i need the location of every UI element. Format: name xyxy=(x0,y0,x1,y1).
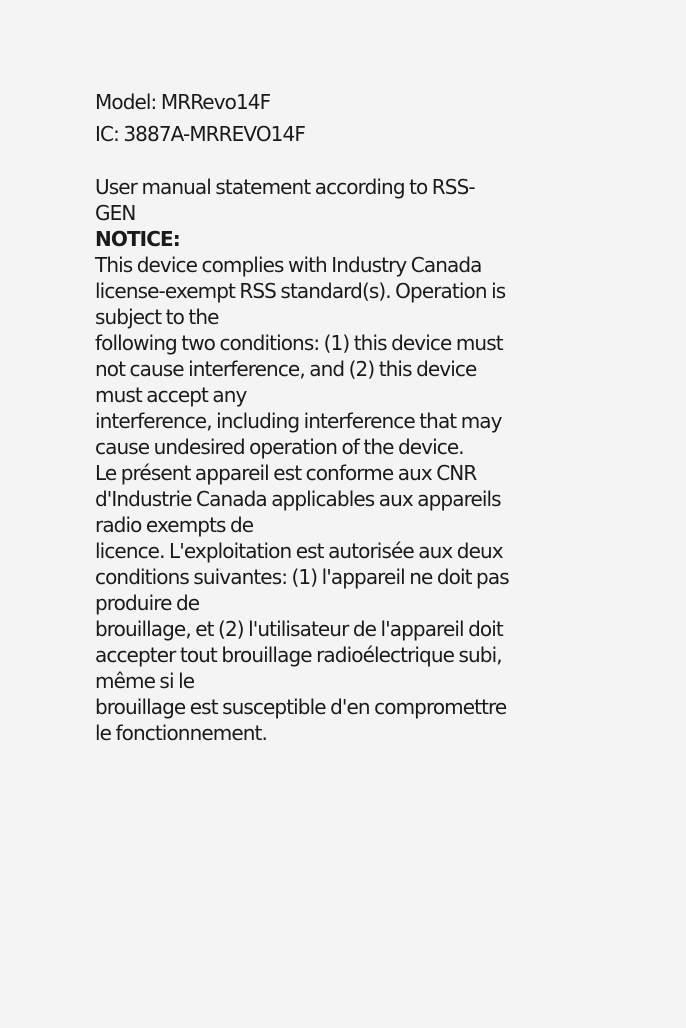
spacer xyxy=(95,150,595,174)
ic-line: IC: 3887A-MRREVO14F xyxy=(95,122,305,146)
french-text-line: brouillage, et (2) l'utilisateur de l'appareil doit xyxy=(95,617,503,641)
french-text-line: produire de xyxy=(95,591,200,615)
english-text-line: subject to the xyxy=(95,305,219,329)
english-text-line: interference, including interference that may xyxy=(95,409,502,433)
french-text-line: Le présent appareil est conforme aux CNR xyxy=(95,461,477,485)
english-text-line: not cause interference, and (2) this device xyxy=(95,357,477,381)
french-text-line: licence. L'exploitation est autorisée aux deux xyxy=(95,539,503,563)
model-line: Model: MRRevo14F xyxy=(95,90,271,114)
statement-heading-line: User manual statement according to RSS- xyxy=(95,175,475,199)
compliance-text-block xyxy=(95,86,595,746)
french-text-line: radio exempts de xyxy=(95,513,254,537)
statement-heading-line: GEN xyxy=(95,201,136,225)
english-text-line: must accept any xyxy=(95,383,247,407)
notice-label: NOTICE: xyxy=(95,227,180,251)
french-text-line: conditions suivantes: (1) l'appareil ne doit pas xyxy=(95,565,509,589)
english-text-line: cause undesired operation of the device. xyxy=(95,435,464,459)
english-text-line: This device complies with Industry Canada xyxy=(95,253,482,277)
french-text-line: le fonctionnement. xyxy=(95,721,267,745)
french-text-line: accepter tout brouillage radioélectrique subi, xyxy=(95,643,502,667)
english-text-line: following two conditions: (1) this device must xyxy=(95,331,503,355)
english-text-line: license-exempt RSS standard(s). Operation is xyxy=(95,279,506,303)
french-text-line: brouillage est susceptible d'en compromettre xyxy=(95,695,507,719)
french-text-line: d'Industrie Canada applicables aux appareils xyxy=(95,487,501,511)
french-text-line: même si le xyxy=(95,669,195,693)
